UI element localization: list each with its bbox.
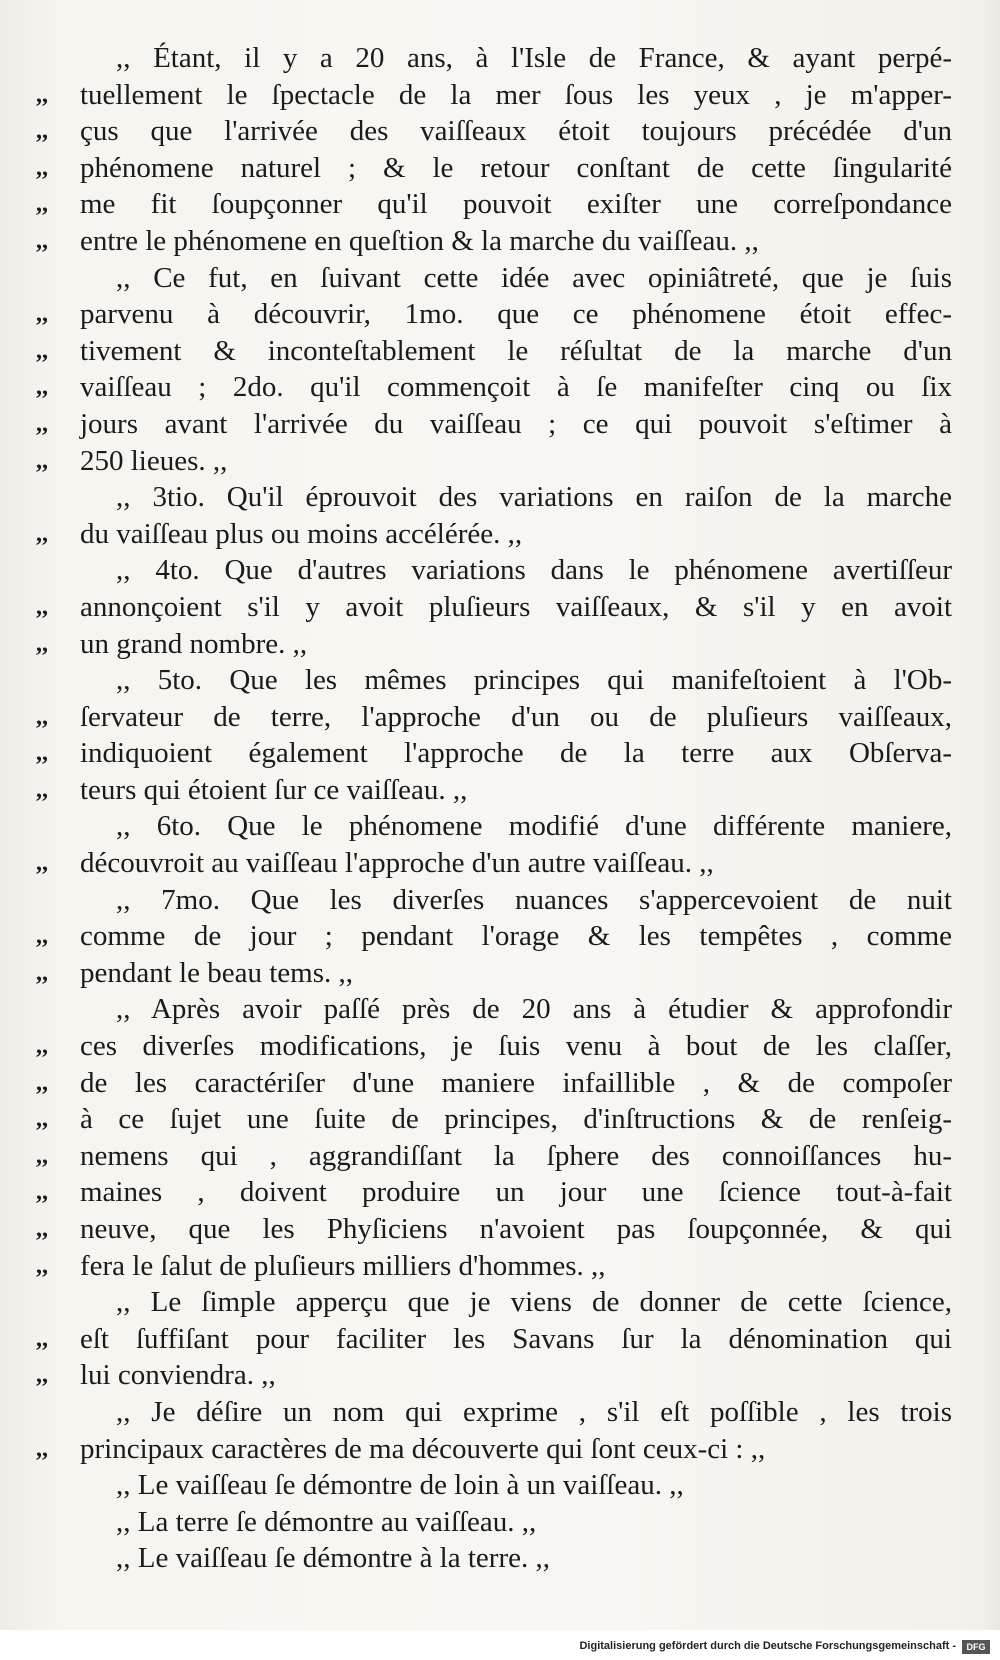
text-line [36,443,952,480]
text-line [36,516,952,553]
text-line [36,918,952,955]
margin-quote-mark: ,, [36,118,48,145]
margin-quote-mark: ,, [36,81,48,108]
line-text: à ce ſujet une ſuite de principes, d'inſtructions & de renſeig- [80,1103,952,1136]
text-line [36,1028,952,1065]
line-text: neuve, que les Phyſiciens n'avoient pas ſoupçonnée, & qui [80,1213,952,1245]
line-text: phénomene naturel ; & le retour conſtant de cette ſingularité [80,151,952,184]
margin-quote-mark: ,, [36,410,48,437]
text-line [36,1467,952,1504]
text-line [36,955,952,992]
footer-credit: Digitalisierung gefördert durch die Deutsche Forschungsgemeinschaft - [579,1640,956,1652]
margin-quote-mark: ,, [36,703,48,730]
line-text: eſt ſuffiſant pour faciliter les Savans ſur la dénomination qui [80,1322,952,1355]
text-line [36,406,952,443]
text-line [36,1138,952,1175]
text-line [36,1101,952,1138]
margin-quote-mark: ,, [36,191,48,218]
text-line [36,369,952,406]
margin-quote-mark: ,, [36,301,48,328]
line-text: ,, 5to. Que les mêmes principes qui manifeſtoient à l'Ob- [116,664,952,697]
margin-quote-mark: ,, [36,923,48,950]
margin-quote-mark: ,, [36,1106,48,1133]
margin-quote-mark: ,, [36,1069,48,1096]
line-text: me fit ſoupçonner qu'il pouvoit exiſter une correſpondance [80,188,952,221]
text-line [36,1065,952,1102]
margin-quote-mark: ,, [36,959,48,986]
line-text: de les caractériſer d'une maniere infaillible , & de compoſer [80,1066,952,1099]
text-line [36,1321,952,1358]
text-line [36,1211,952,1248]
line-text: 250 lieues. ,, [80,444,228,477]
line-text: teurs qui étoient ſur ce vaiſſeau. ,, [80,773,468,806]
text-line [36,1174,952,1211]
line-text: nemens qui , aggrandiſſant la ſphere des connoiſſances hu- [80,1139,952,1172]
line-text: ſervateur de terre, l'approche d'un ou de pluſieurs vaiſſeaux, [80,700,952,733]
line-text: indiquoient également l'approche de la terre aux Obſerva- [80,737,952,770]
text-line [36,626,952,663]
line-text: comme de jour ; pendant l'orage & les tempêtes , comme [80,920,952,953]
line-text: pendant le beau tems. ,, [80,956,353,989]
margin-quote-mark: ,, [36,227,48,254]
line-text: découvroit au vaiſſeau l'approche d'un autre vaiſſeau. ,, [80,847,714,880]
line-text: ,, 7mo. Que les diverſes nuances s'appercevoient de nuit [116,883,952,916]
line-text: jours avant l'arrivée du vaiſſeau ; ce qui pouvoit s'eſtimer à [80,407,952,440]
margin-quote-mark: ,, [36,850,48,877]
text-line [36,223,952,260]
margin-quote-mark: ,, [36,1435,48,1462]
line-text: ,, Après avoir paſſé près de 20 ans à étudier & approfondir [116,993,952,1026]
margin-quote-mark: ,, [36,1142,48,1169]
text-line [36,77,952,114]
dfg-logo: DFG [962,1640,990,1654]
margin-quote-mark: ,, [36,374,48,401]
line-text: ,, Ce fut, en ſuivant cette idée avec opiniâtreté, que je ſuis [116,261,952,294]
line-text: fera le ſalut de pluſieurs milliers d'hommes. ,, [80,1249,606,1282]
margin-quote-mark: ,, [36,1325,48,1352]
text-line [36,991,952,1028]
margin-quote-mark: ,, [36,1362,48,1389]
text-line [36,808,952,845]
line-text: parvenu à découvrir, 1mo. que ce phénomene étoit effec- [80,298,952,331]
line-text: vaiſſeau ; 2do. qu'il commençoit à ſe manifeſter cinq ou ſix [80,371,952,404]
line-text: tivement & inconteſtablement le réſultat de la marche d'un [80,334,952,367]
text-line [36,735,952,772]
margin-quote-mark: ,, [36,776,48,803]
line-text: du vaiſſeau plus ou moins accélérée. ,, [80,517,523,550]
line-text: un grand nombre. ,, [80,627,308,660]
margin-quote-mark: ,, [36,447,48,474]
text-line [36,40,952,77]
text-line [36,845,952,882]
line-text: ,, La terre ſe démontre au vaiſſeau. ,, [116,1505,537,1538]
line-text: ,, 4to. Que d'autres variations dans le phénomene avertiſſeur [116,554,952,587]
text-line [36,1540,952,1577]
text-line [36,1504,952,1541]
text-line [36,1394,952,1431]
line-text: ,, Le vaiſſeau ſe démontre de loin à un vaiſſeau. ,, [116,1469,684,1502]
text-line [36,1431,952,1468]
line-text: ,, 6to. Que le phénomene modifié d'une différente maniere, [116,810,952,843]
line-text: maines , doivent produire un jour une ſcience tout-à-fait [80,1176,952,1209]
text-line [36,333,952,370]
text-line [36,296,952,333]
text-line [36,552,952,589]
line-text: entre le phénomene en queſtion & la marche du vaiſſeau. ,, [80,224,759,257]
margin-quote-mark: ,, [36,520,48,547]
line-text: ,, 3tio. Qu'il éprouvoit des variations en raiſon de la marche [116,481,952,514]
line-text: tuellement le ſpectacle de la mer ſous les yeux , je m'apper- [80,78,952,111]
margin-quote-mark: ,, [36,740,48,767]
text-line [36,1284,952,1321]
text-line [36,186,952,223]
text-line [36,260,952,297]
line-text: ,, Le vaiſſeau ſe démontre à la terre. ,, [116,1542,550,1575]
margin-quote-mark: ,, [36,630,48,657]
line-text: principaux caractères de ma découverte qui ſont ceux-ci : ,, [80,1432,766,1465]
margin-quote-mark: ,, [36,1179,48,1206]
margin-quote-mark: ,, [36,1216,48,1242]
line-text: ,, Étant, il y a 20 ans, à l'Isle de France, & ayant perpé- [116,42,952,74]
text-line [36,699,952,736]
line-text: çus que l'arrivée des vaiſſeaux étoit toujours précédée d'un [80,115,952,148]
line-text: annonçoient s'il y avoit pluſieurs vaiſſeaux, & s'il y en avoit [80,590,952,623]
line-text: lui conviendra. ,, [80,1359,276,1392]
line-text: ,, Je déſire un nom qui exprime , s'il eſt poſſible , les trois [116,1395,952,1428]
margin-quote-mark: ,, [36,154,48,181]
margin-quote-mark: ,, [36,593,48,620]
text-line [36,479,952,516]
margin-quote-mark: ,, [36,1252,48,1279]
text-line [36,150,952,187]
line-text: ces diverſes modifications, je ſuis venu à bout de les claſſer, [80,1030,952,1063]
page-edge-shadow [982,0,1000,1630]
text-line [36,1248,952,1285]
text-line [36,589,952,626]
margin-quote-mark: ,, [36,337,48,364]
text-line [36,882,952,919]
text-line [36,772,952,809]
line-text: ,, Le ſimple apperçu que je viens de donner de cette ſcience, [116,1286,952,1319]
body-text [36,40,952,1577]
margin-quote-mark: ,, [36,1033,48,1060]
text-line [36,1357,952,1394]
digitization-footer [0,1630,1000,1660]
text-line [36,113,952,150]
text-line [36,662,952,699]
